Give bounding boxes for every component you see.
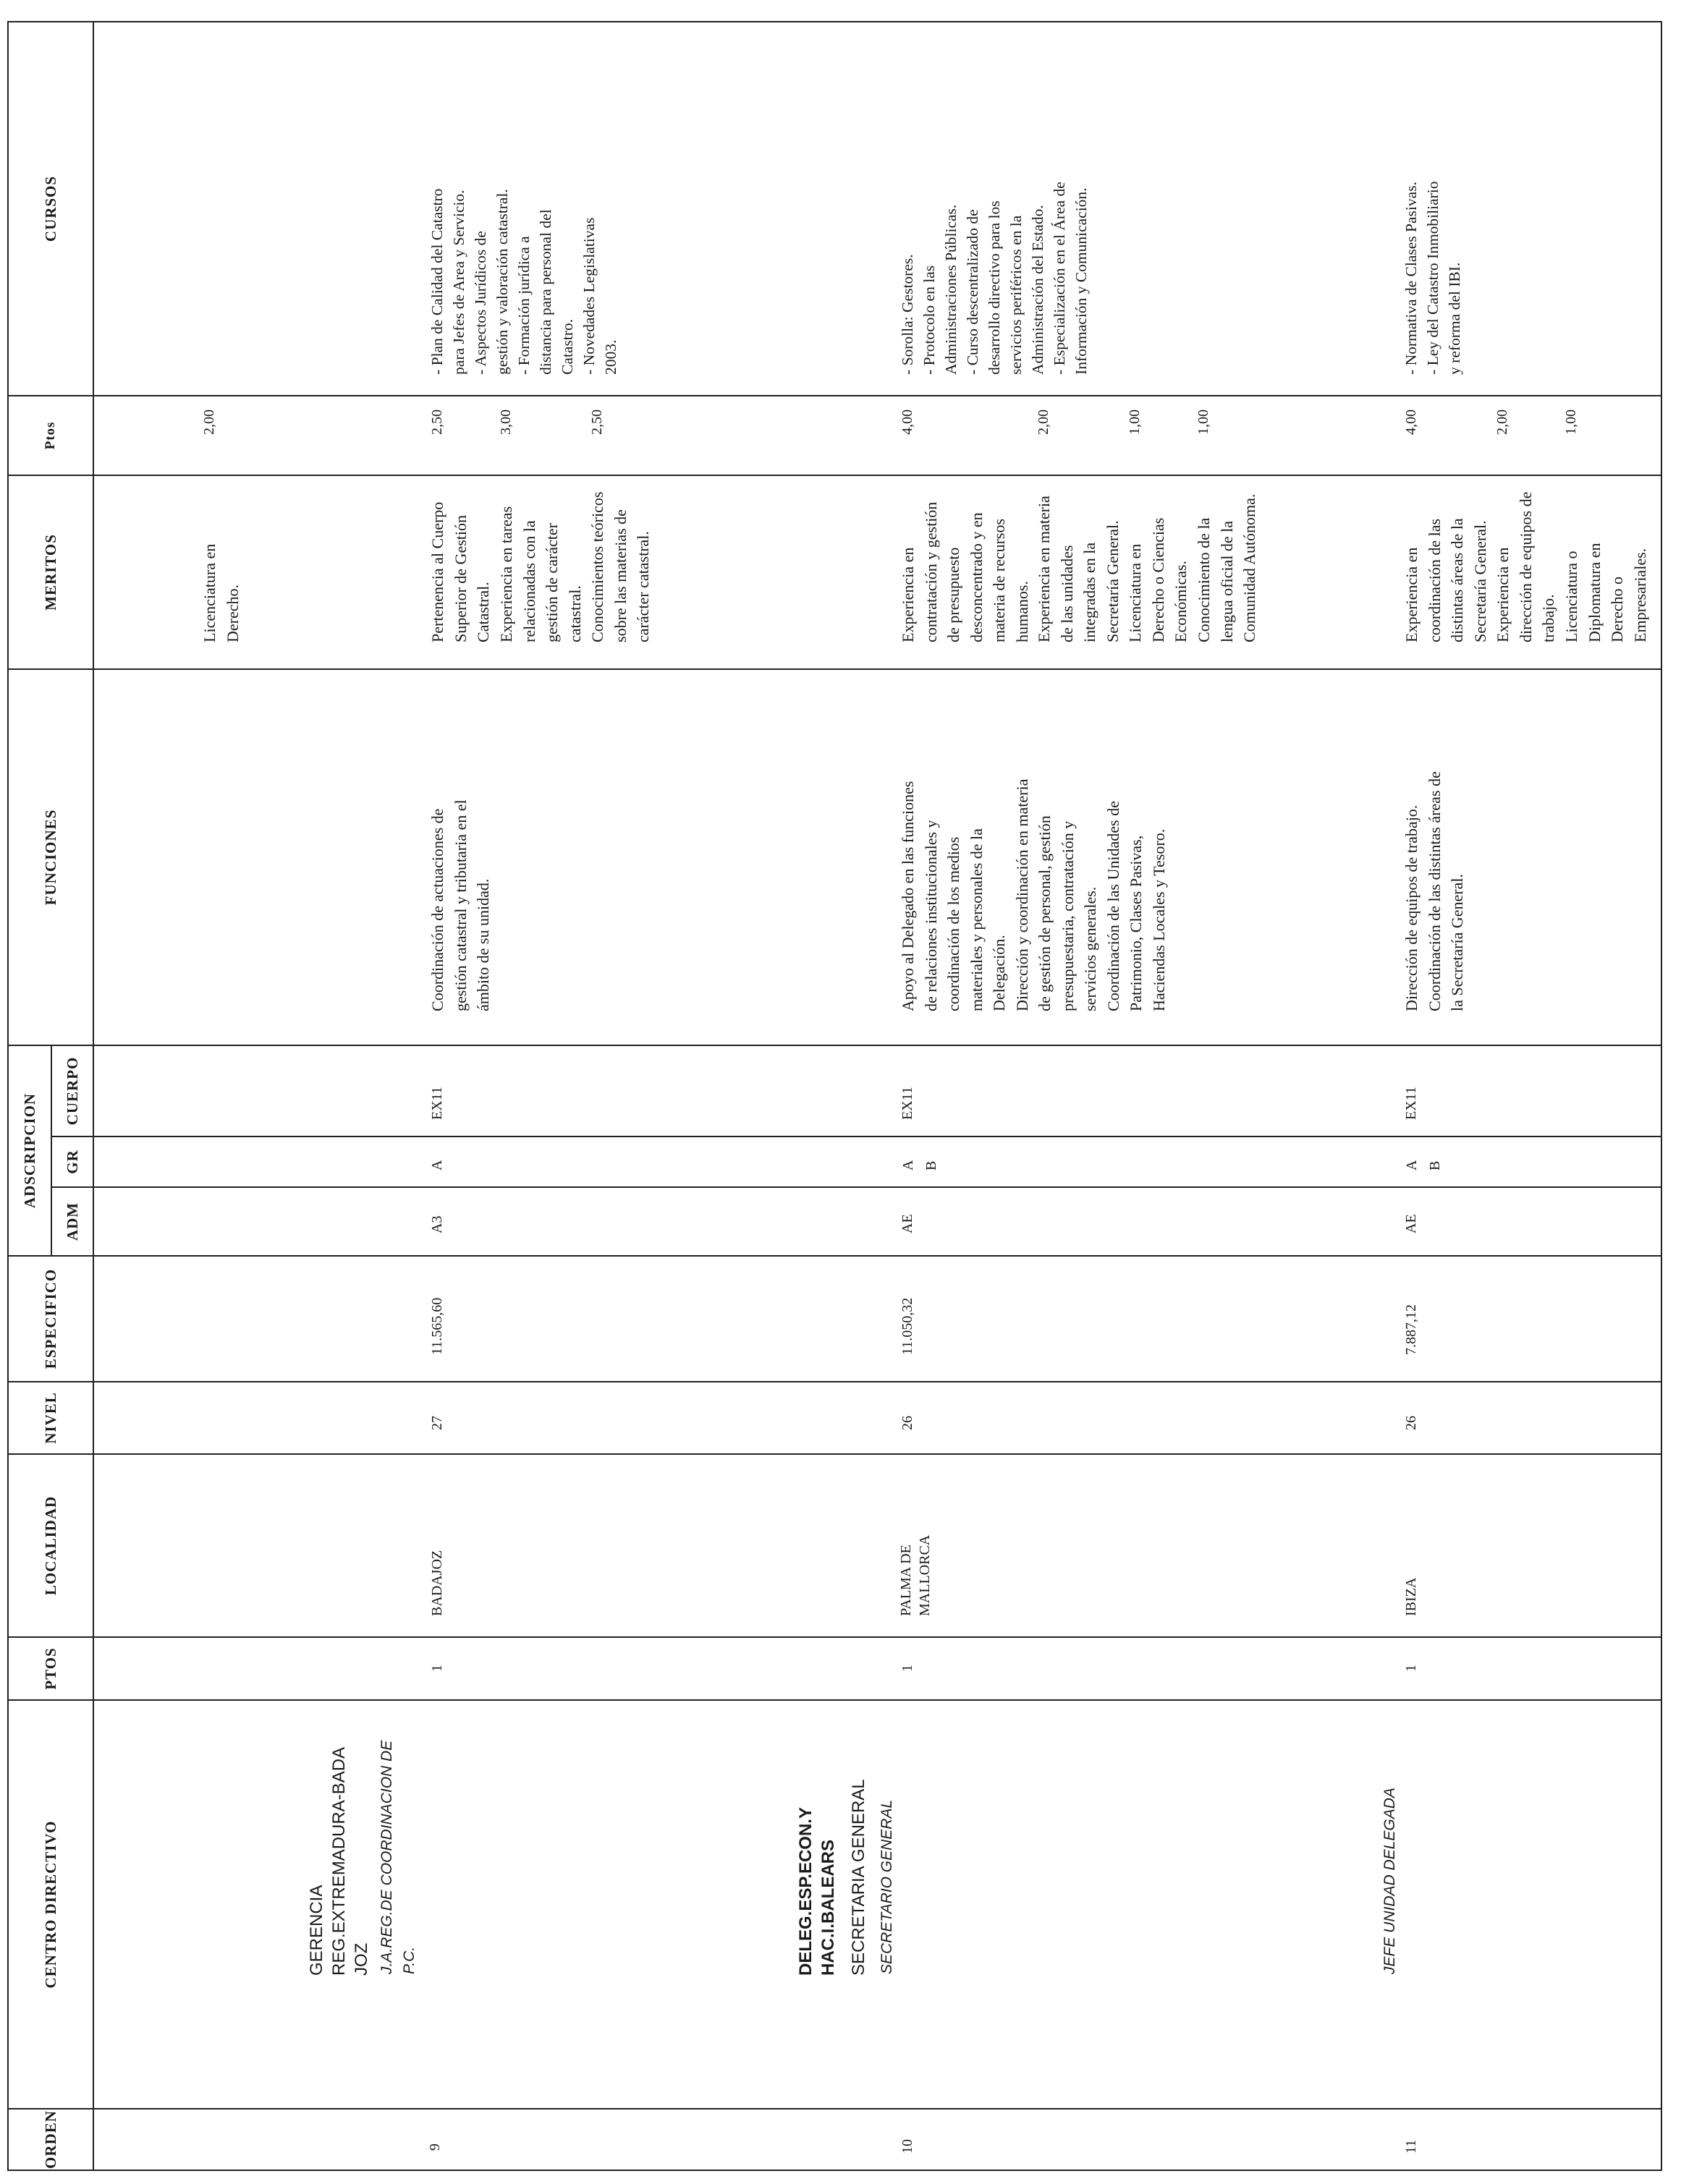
merito-item: Experiencia en dirección de equipos de trabajo.	[1494, 491, 1557, 642]
merito-item: Conocimientos teóricos sobre las materias de carácter catastral.	[588, 491, 652, 642]
merito-points: 1,00	[1563, 409, 1579, 435]
header-cuerpo: CUERPO	[51, 1045, 93, 1136]
gr-cell: A B	[900, 1160, 939, 1170]
header-especifico: ESPECIFICO	[8, 1256, 93, 1382]
cuerpo-cell: EX11	[429, 1087, 445, 1120]
especifico-column	[93, 1256, 1661, 1382]
merito-points: 4,00	[1403, 409, 1419, 435]
header-ptos-meritos: Ptos	[8, 396, 93, 475]
especifico-cell: 7.887,12	[1403, 1304, 1419, 1355]
merito-item: Experiencia en contratación y gestión de presupuesto desconcentrado y en materia de recursos humanos.	[899, 501, 1031, 642]
ptos-cell: 1	[1403, 1665, 1419, 1672]
merito-item: Experiencia en tareas relacionadas con la gestión de carácter catastral.	[497, 506, 584, 642]
gr-cell: A	[429, 1160, 445, 1170]
funciones-cell: Coordinación de actuaciones de gestión catastral y tributaria en el ámbito de su unidad.	[428, 799, 492, 1011]
cuerpo-cell: EX11	[899, 1087, 915, 1120]
merito-points: 2,50	[429, 409, 445, 435]
header-cursos: CURSOS	[8, 22, 93, 396]
nivel-cell: 26	[899, 1416, 915, 1430]
header-orden: ORDEN	[8, 2109, 93, 2170]
ptos-cell: 1	[429, 1665, 445, 1672]
header-gr: GR	[51, 1136, 93, 1187]
header-meritos: MERITOS	[8, 475, 93, 669]
merito-item: Licenciatura o Diplomatura en Derecho o Empresariales.	[1562, 543, 1649, 642]
cursos-cell: - Normativa de Clases Pasivas. - Ley del Catastro Inmobiliario y reforma del IBI.	[1402, 181, 1463, 375]
header-centro-directivo: CENTRO DIRECTIVO	[8, 1700, 93, 2109]
orden-cell: 10	[899, 2139, 915, 2154]
gr-column	[93, 1136, 1661, 1187]
orden-cell: 9	[427, 2143, 443, 2151]
cuerpo-cell: EX11	[1403, 1087, 1419, 1120]
merito-item: Licenciatura en Derecho o Ciencias Económicas.	[1126, 517, 1190, 642]
merito-points: 2,00	[201, 409, 217, 435]
merito-item: Conocimiento de la lengua oficial de la Comunidad Autónoma.	[1195, 493, 1258, 642]
header-adscripcion: ADSCRIPCION	[8, 1045, 51, 1256]
especifico-cell: 11.565,60	[429, 1297, 445, 1355]
merito-points: 1,00	[1195, 409, 1211, 435]
unit-name: SECRETARIA GENERAL	[849, 1779, 868, 1976]
positions-table	[7, 21, 1662, 2171]
nivel-cell: 26	[1403, 1416, 1419, 1430]
centro-directivo-column	[93, 1700, 1661, 2109]
nivel-cell: 27	[429, 1416, 445, 1430]
ptos-cell: 1	[899, 1665, 915, 1672]
funciones-cell: Dirección de equipos de trabajo. Coordinación de las distintas áreas de la Secretaría General.	[1402, 771, 1466, 1011]
group-name: DELEG.ESP.ECON.Y HAC.I.BALEARS	[796, 1807, 838, 1976]
merito-points: 2,00	[1494, 409, 1510, 435]
header-nivel: NIVEL	[8, 1382, 93, 1454]
merito-points: 3,00	[498, 409, 514, 435]
localidad-column	[93, 1454, 1661, 1637]
adm-cell: AE	[1403, 1214, 1419, 1233]
especifico-cell: 11.050,32	[899, 1297, 915, 1355]
localidad-cell: PALMA DE MALLORCA	[898, 1534, 933, 1616]
header-localidad: LOCALIDAD	[8, 1454, 93, 1637]
merito-item: Pertenencia al Cuerpo Superior de Gestión Catastral.	[428, 501, 492, 642]
meritos-column	[93, 475, 1661, 669]
merito-item: Experiencia en materia de las unidades integradas en la Secretaría General.	[1035, 496, 1122, 642]
group-name: GERENCIA REG.EXTREMADURA-BADA JOZ	[307, 1746, 371, 1976]
header-adm: ADM	[51, 1187, 93, 1256]
merito-points: 4,00	[899, 409, 915, 435]
cursos-cell: - Plan de Calidad del Catastro para Jefes de Area y Servicio. - Aspectos Jurídicos de gestión y valoración catastral. - Formación jurídica a distancia para personal del Catastro. - Novedades Legislativas 2003.	[428, 188, 619, 375]
ptos-column	[93, 1637, 1661, 1700]
localidad-cell: BADAJOZ	[429, 1550, 445, 1616]
merito-item: Experiencia en coordinación de las distintas áreas de la Secretaría General.	[1402, 518, 1489, 642]
header-funciones: FUNCIONES	[8, 669, 93, 1045]
puesto-name: JEFE UNIDAD DELEGADA	[1381, 1788, 1398, 1974]
nivel-column	[93, 1382, 1661, 1454]
table-body-row	[93, 22, 1661, 2170]
funciones-cell: Apoyo al Delegado en las funciones de relaciones institucionales y coordinación de los medios materiales y personales de la Delegación. Dirección y coordinación en materia de gestión de personal, gestión presupuestaria, contratación y servicios generales. Coordinación de las Unidades de Patrimonio, Clases Pasivas, Haciendas Locales y Tesoro.	[899, 778, 1168, 1011]
merito-points: 2,50	[589, 409, 605, 435]
ptos-meritos-column	[93, 396, 1661, 475]
merito-points: 1,00	[1127, 409, 1143, 435]
cuerpo-column	[93, 1045, 1661, 1136]
cursos-cell: - Sorolla: Gestores. - Protocolo en las Administraciones Públicas. - Curso descentralizado de desarrollo directivo para los servicios periféricos en la Administración del Estado. - Especialización en el Área de Información y Comunicación.	[899, 182, 1090, 375]
orden-column	[93, 2109, 1661, 2170]
adm-column	[93, 1187, 1661, 1256]
merito-points: 2,00	[1036, 409, 1051, 435]
cursos-column	[93, 22, 1661, 396]
orden-cell: 11	[1403, 2139, 1419, 2154]
adm-cell: A3	[429, 1215, 445, 1233]
header-ptos: PTOS	[8, 1637, 93, 1700]
gr-cell: A B	[1404, 1160, 1443, 1170]
puesto-name: SECRETARIO GENERAL	[878, 1799, 895, 1974]
puesto-name: J.A.REG.DE COORDINACION DE P.C.	[378, 1740, 418, 1974]
localidad-cell: IBIZA	[1403, 1577, 1419, 1616]
adm-cell: AE	[899, 1214, 915, 1233]
merito-item: Licenciatura en Derecho.	[200, 543, 242, 642]
funciones-column	[93, 669, 1661, 1045]
